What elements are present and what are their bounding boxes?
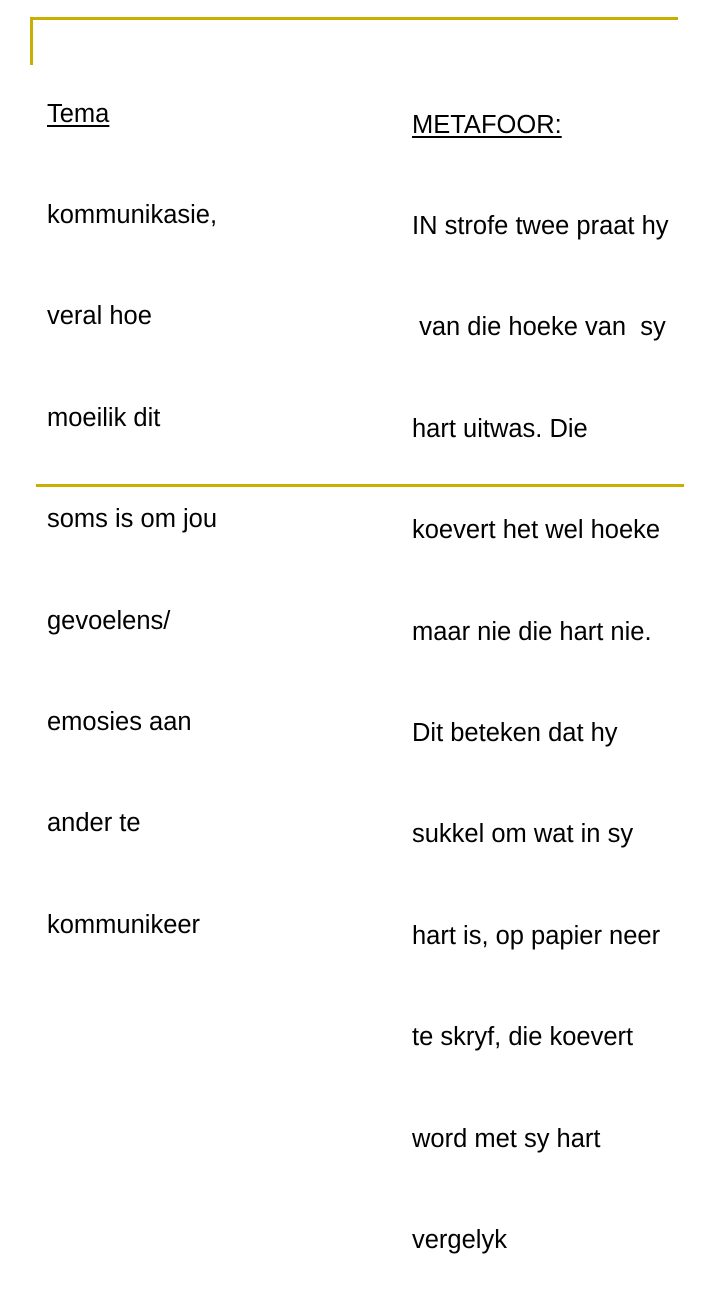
left-line: soms is om jou xyxy=(47,505,218,534)
right-line: IN strofe twee praat hy xyxy=(412,211,669,240)
left-line: gevoelens/ xyxy=(47,606,171,635)
left-line: kommunikasie, xyxy=(47,200,218,229)
left-line: ander te xyxy=(47,809,141,838)
right-line: hart is, op papier neer xyxy=(412,921,661,950)
right-line: maar nie die hart nie. xyxy=(412,617,652,646)
right-line: word met sy hart xyxy=(412,1124,601,1153)
left-column xyxy=(47,30,367,976)
left-heading: Tema xyxy=(47,99,110,128)
left-line: veral hoe xyxy=(47,302,152,331)
right-line: Dit beteken dat hy xyxy=(412,718,618,747)
left-line: emosies aan xyxy=(47,707,192,736)
right-line: te skryf, die koevert xyxy=(412,1023,634,1052)
left-rule xyxy=(30,17,33,65)
right-line: koevert het wel hoeke xyxy=(412,516,661,545)
right-line: hart uitwas. Die xyxy=(412,414,588,443)
right-line: van die hoeke van sy xyxy=(412,313,666,342)
right-line: vergelyk xyxy=(412,1225,507,1254)
right-column xyxy=(412,41,712,1291)
left-line: moeilik dit xyxy=(47,403,161,432)
right-heading: METAFOOR: xyxy=(412,110,562,139)
left-line: kommunikeer xyxy=(47,910,201,939)
top-rule xyxy=(30,17,678,20)
right-line: sukkel om wat in sy xyxy=(412,820,634,849)
